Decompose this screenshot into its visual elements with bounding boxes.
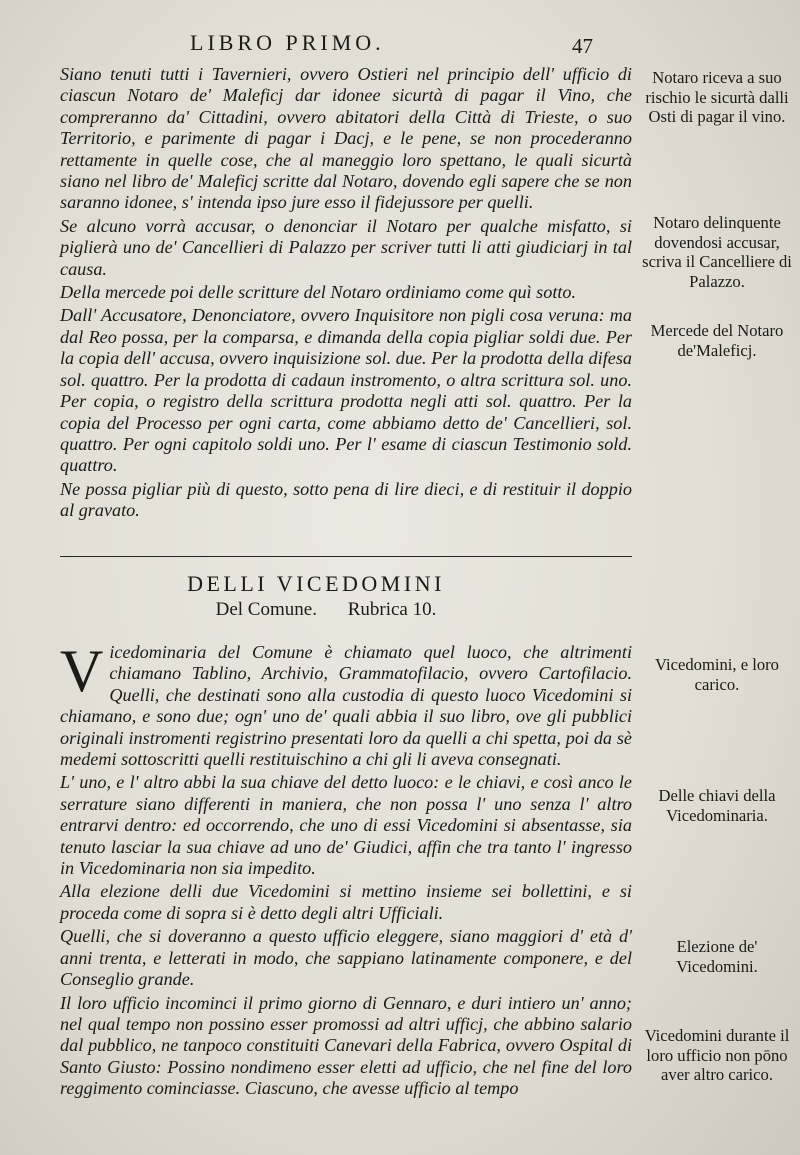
statute-text-upper [60,64,632,522]
paragraph-vicedominaria-text: icedominaria del Comune è chiamato quel luoco, che altrimenti chiamano Tablino, Archivio, Grammatofilacio, ovvero Cartofilacio. Quelli, che destinati sono alla custodia di questo luoco Vicedomini si chiamano, e sono due; ogn' uno de' quali abbia il suo libro, ove gli pubblici originali instromenti registrino presentati loro da quelli a chi spetta, poi da sè medemi sottoscritti quelli restituischino a chi gli li aveva consegnati. [60,642,632,770]
margin-note-vicedomini-carico: Vicedomini, e loro carico. [655,655,779,694]
section-divider [60,556,632,557]
rubric-number: Rubrica 10. [347,599,437,620]
paragraph-chiavi: L' uno, e l' altro abbi la sua chiave del detto luoco: e le chiavi, e così anco le serrature siano differenti in maniera, che non possa l' uno senza l' altro entrarvi dentro: ed occorrendo, che uno di essi Vicedomini si absentasse, sia tenuto lasciar la sua chiave ad uno de' Giudici, affin che tra tanto l' ingresso in Vicedominaria non sia impedito. [60,772,632,879]
paragraph-tavernieri: Siano tenuti tutti i Tavernieri, ovvero Ostieri nel principio dell' ufficio di ciascun Notaro de' Maleficj dar idonee sicurtà di pagar il Vino, che compreranno da' Cittadini, ovvero abitatori della Città di Trieste, o suo Territorio, e parimente di pagar i Dacj, e le pene, se non procederanno rettamente in quelle cose, che al maneggio loro spettano, le quali sicurtà siano nel libro de' Maleficj scritte dal Notaro, dovendo egli sapere che se non saranno idonee, s' intenda ipso jure esso il fidejussore per quelli. [60,64,632,213]
section-subtitle-line [20,599,632,621]
section-title: DELLI VICEDOMINI [187,571,445,596]
drop-cap: V [60,638,104,704]
page-header [0,30,800,60]
paragraph-penalty: Ne possa pigliar più di questo, sotto pena di lire dieci, e di restituir il doppio al gravato. [60,478,632,521]
section-subtitle: Del Comune. [215,599,317,620]
paragraph-fee-list: Dall' Accusatore, Denonciatore, ovvero Inquisitore non pigli cosa veruna: ma dal Reo possa, per la comparsa, e dimanda della copia pigliar soldi due. Per la copia dell' accusa, ovvero inquisizione sol. due. Per la prodotta della difesa sol. quattro. Per la prodotta di cadaun instromento, o altra scrittura sol. uno. Per copia, o registro della scrittura prodotta negli atti sol. quattro. Per la copia del Processo per ogni carta, come abbiamo detto de' Cancellieri, sol. quattro. Per ogni capitolo soldi uno. Per l' esame di ciascun Testimonio sold. quattro. [60,305,632,476]
paragraph-mercede: Della mercede poi delle scritture del Notaro ordiniamo come quì sotto. [60,282,577,303]
margin-note-chiavi: Delle chiavi della Vicedominaria. [658,786,776,825]
paragraph-vicedominaria [60,638,632,770]
paragraph-elezione: Alla elezione delli due Vicedomini si mettino insieme sei bollettini, e si proceda come di sopra si è detto degli altri Ufficiali. [60,881,632,923]
margin-note-durata: Vicedomini durante il loro ufficio non pōno aver altro carico. [644,1026,790,1084]
section-heading [60,556,632,621]
bleed-through-mark [690,150,790,165]
paragraph-requisiti: Quelli, che si doveranno a questo ufficio eleggere, siano maggiori d' età d' anni trenta, e letterati in modo, che sappiano latinamente componere, e del Conseglio grande. [60,926,632,990]
margin-note-notaro-delinquente: Notaro delinquente dovendosi accusar, scriva il Cancelliere di Palazzo. [642,213,792,291]
paragraph-durata-ufficio: Il loro ufficio incominci il primo giorno di Gennaro, e duri intiero un' anno; nel qual tempo non possino esser promossi ad altri ufficj, che abbino salario dal pubblico, ne tanpoco constituiti Canevari della Fabrica, ovvero Ospital di Santo Giusto: Possino nondimeno esser eletti ad ufficio, che nel fine del loro reggimento cominciasse. Ciascuno, che avesse ufficio al tempo [60,992,632,1099]
margin-note-osti: Notaro riceva a suo rischio le sicurtà dalli Osti di pagar il vino. [645,68,789,126]
margin-note-elezione: Elezione de' Vicedomini. [676,937,758,976]
paragraph-accusar-notaro: Se alcuno vorrà accusar, o denonciar il Notaro per qualche misfatto, si piglierà uno de' Cancellieri di Palazzo per scriver tutti li atti giudiciarj in tal causa. [60,215,632,279]
page-number: 47 [572,34,593,58]
running-head: LIBRO PRIMO. [190,30,385,55]
statute-text-lower [60,638,632,1100]
margin-note-mercede: Mercede del Notaro de'Maleficj. [650,321,784,360]
